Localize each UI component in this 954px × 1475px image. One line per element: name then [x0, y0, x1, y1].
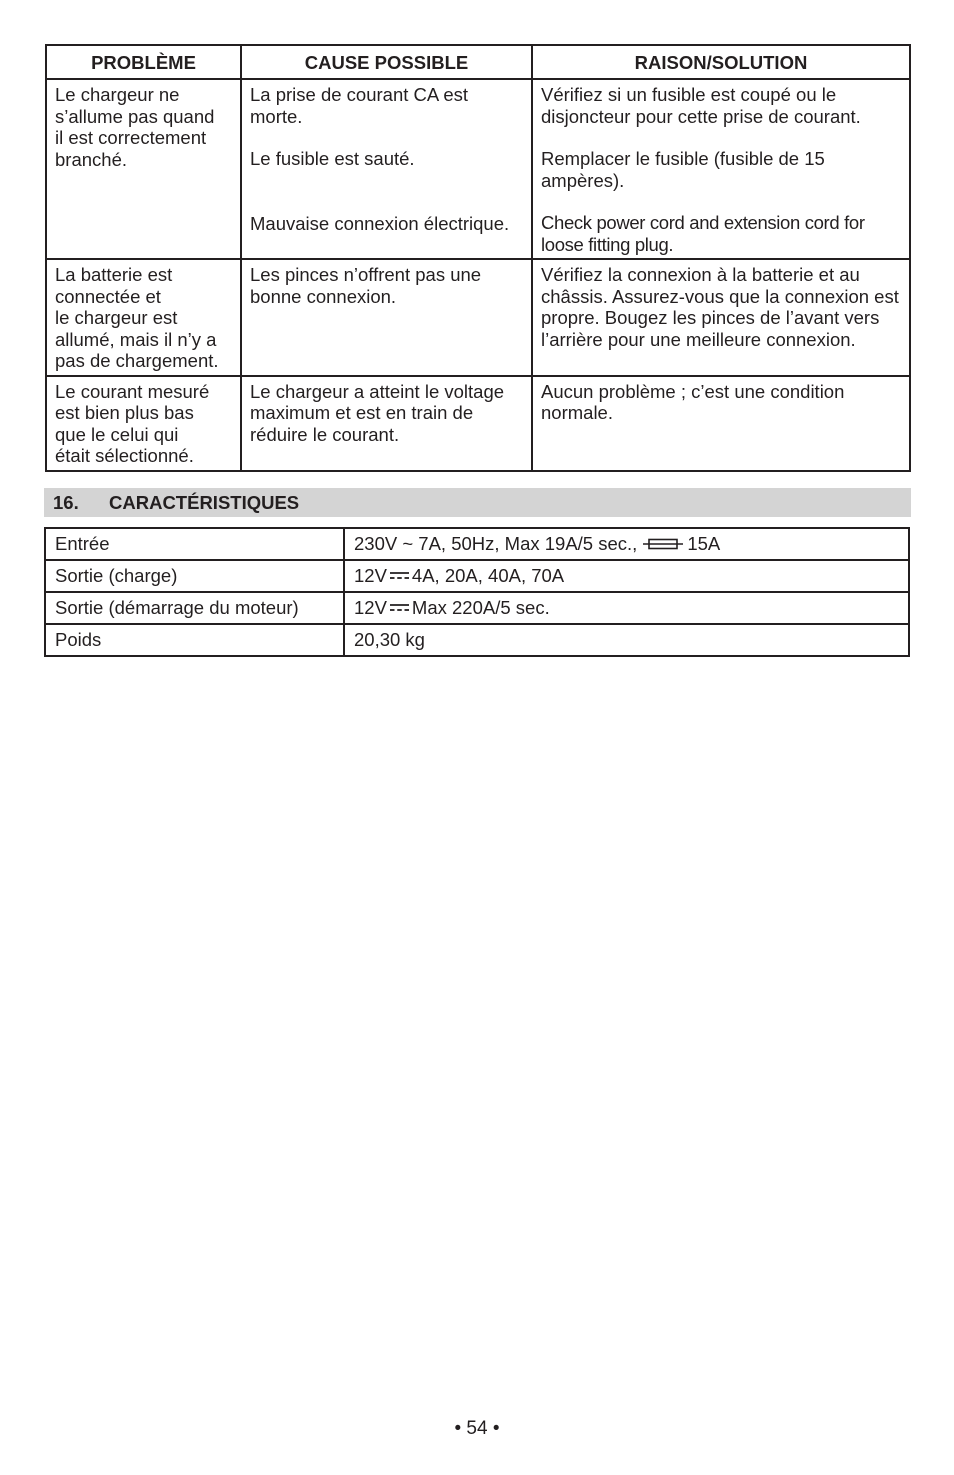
cause-text: Les pinces n’offrent pas une bonne connexion. [250, 264, 482, 307]
column-header-problem: PROBLÈME [46, 45, 241, 79]
fuse-icon [643, 538, 683, 550]
spec-value-text: 230V ~ 7A, 50Hz, Max 19A/5 sec., [354, 533, 638, 554]
spec-value-text: 12V [354, 597, 387, 618]
cause-text: Le chargeur a atteint le voltage maximum et est en train de réduire le courant. [250, 380, 505, 445]
spec-value [344, 624, 909, 656]
problem-line: connectée et [55, 285, 161, 307]
spec-value-text: 12V [354, 565, 387, 586]
spec-label: Sortie (démarrage du moteur) [45, 592, 344, 624]
problem-line: le chargeur est [55, 307, 178, 328]
section-title: CARACTÉRISTIQUES [109, 492, 300, 513]
table-row [46, 79, 910, 259]
cause-cell [241, 376, 532, 471]
specifications-table [44, 527, 910, 657]
spec-value [344, 592, 909, 624]
problem-cell [46, 259, 241, 376]
cause-text: Mauvaise connexion électrique. [250, 212, 510, 234]
solution-cell [532, 259, 910, 376]
column-header-solution: RAISON/SOLUTION [532, 45, 910, 79]
problem-line: était sélectionné. [55, 445, 194, 466]
problem-line: Le chargeur ne [55, 84, 180, 105]
table-row [45, 528, 909, 560]
table-row [46, 376, 910, 471]
problem-line: Le courant mesuré [55, 380, 210, 402]
table-row [46, 259, 910, 376]
spec-value-text: 15A [687, 533, 721, 554]
spec-label: Sortie (charge) [45, 560, 344, 592]
solution-cell [532, 79, 910, 259]
spec-value-text: Max 220A/5 sec. [411, 597, 550, 618]
cause-cell [241, 259, 532, 376]
spec-value [344, 528, 909, 560]
solution-text: Vérifiez si un fusible est coupé ou le disjoncteur pour cette prise de courant. [541, 84, 861, 127]
problem-cell [46, 376, 241, 471]
problem-line: il est correctement [55, 127, 207, 148]
section-heading [44, 488, 911, 517]
problem-cell [46, 79, 241, 259]
table-row [45, 560, 909, 592]
problem-line: s’allume pas quand [55, 105, 215, 127]
problem-line: allumé, mais il n’y a [55, 328, 217, 350]
table-row [45, 624, 909, 656]
cause-cell [241, 79, 532, 259]
problem-line: est bien plus bas [55, 402, 194, 423]
solution-text: Check power cord and extension cord for loose fitting plug. [541, 212, 865, 255]
solution-text: Remplacer le fusible (fusible de 15 ampères). [541, 148, 825, 191]
problem-line: pas de chargement. [55, 350, 219, 371]
problem-line: La batterie est [55, 264, 173, 285]
solution-text: Aucun problème ; c’est une condition normale. [541, 380, 845, 423]
table-header-row [46, 45, 910, 79]
dc-current-icon [390, 571, 409, 580]
table-row [45, 592, 909, 624]
problem-line: branché. [55, 148, 127, 170]
problem-line: que le celui qui [55, 423, 179, 445]
spec-label: Poids [45, 624, 344, 656]
solution-cell [532, 376, 910, 471]
spec-value [344, 560, 909, 592]
spec-label: Entrée [45, 528, 344, 560]
spec-value-text: 20,30 kg [354, 629, 425, 650]
page-number: • 54 • [454, 1418, 500, 1439]
cause-text: Le fusible est sauté. [250, 148, 415, 169]
spec-value-text: 4A, 20A, 40A, 70A [411, 565, 565, 586]
cause-text: La prise de courant CA est morte. [250, 84, 469, 127]
troubleshooting-table [45, 44, 911, 472]
solution-text: Vérifiez la connexion à la batterie et au châssis. Assurez-vous que la connexion est propre. Bougez les pinces de l’avant vers l’arrière pour une meilleure connexion. [541, 264, 899, 350]
section-number: 16. [53, 492, 79, 513]
dc-current-icon [390, 603, 409, 612]
column-header-cause: CAUSE POSSIBLE [241, 45, 532, 79]
